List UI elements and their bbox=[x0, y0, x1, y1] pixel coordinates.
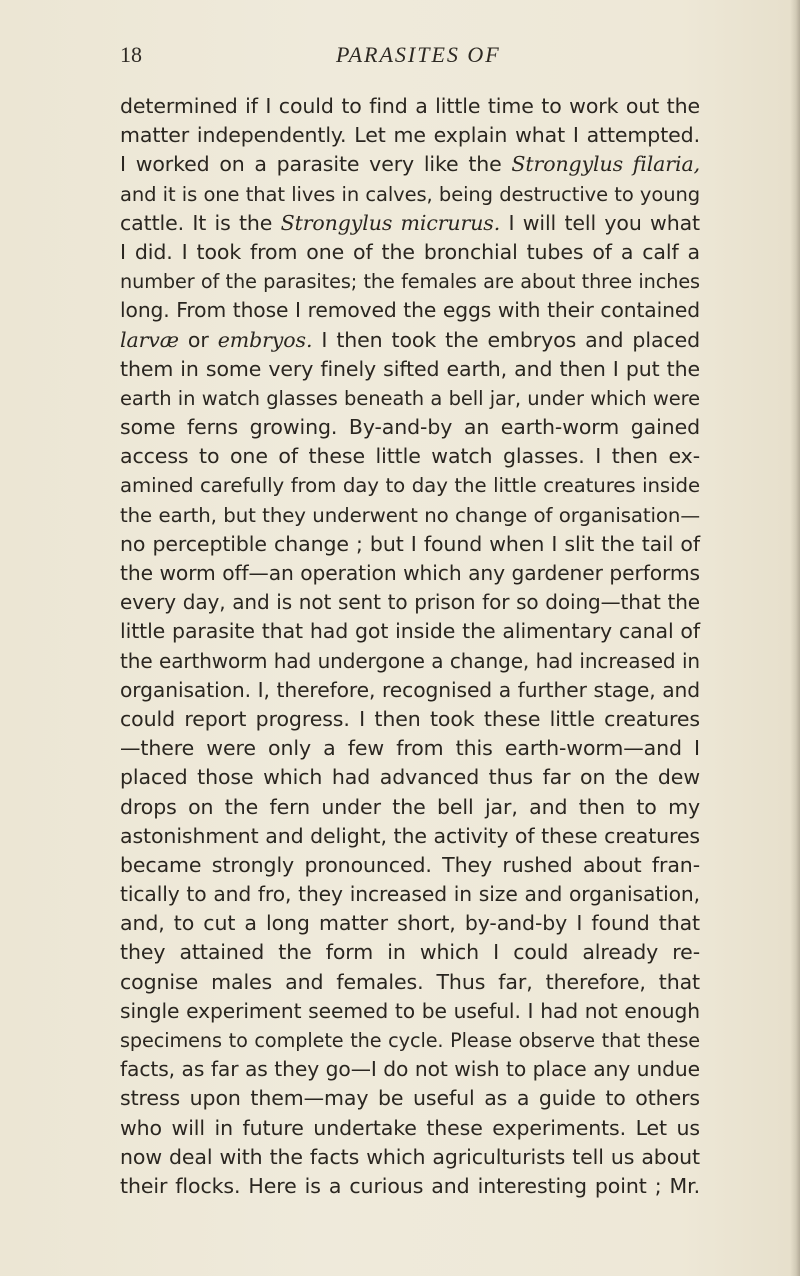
text-line bbox=[120, 413, 700, 442]
text-segment: —there were only a few from this earth-worm—and I bbox=[120, 736, 700, 761]
text-segment: earth in watch glasses beneath a bell jar, under which were bbox=[120, 386, 700, 410]
text-line bbox=[120, 763, 700, 792]
text-segment: number of the parasites; the females are about three inches bbox=[120, 270, 700, 294]
text-segment: I will tell you what bbox=[500, 210, 700, 235]
text-segment: single experiment seemed to be useful. I had not enough bbox=[120, 998, 700, 1023]
running-head: PARASITES OF bbox=[336, 42, 501, 67]
text-line bbox=[120, 909, 700, 938]
text-line bbox=[120, 92, 700, 121]
text-line bbox=[120, 501, 700, 530]
text-line bbox=[120, 1172, 700, 1201]
text-segment: the worm off—an operation which any gardener performs bbox=[120, 561, 700, 585]
text-line bbox=[120, 150, 700, 179]
text-segment: access to one of these little watch glasses. I then ex- bbox=[120, 444, 700, 469]
text-line bbox=[120, 121, 700, 150]
text-segment: and, to cut a long matter short, by-and-by I found that bbox=[120, 911, 700, 936]
text-segment: could report progress. I then took these little creatures bbox=[120, 706, 700, 731]
text-segment: who will in future undertake these experiments. Let us bbox=[120, 1115, 700, 1140]
text-segment: they attained the form in which I could already re- bbox=[120, 940, 700, 965]
text-line bbox=[120, 471, 700, 500]
text-line bbox=[120, 326, 700, 355]
text-line bbox=[120, 734, 700, 763]
text-segment: placed those which had advanced thus far on the dew bbox=[120, 765, 700, 790]
text-segment: their flocks. Here is a curious and interesting point ; Mr. bbox=[120, 1173, 700, 1198]
text-segment: the earth, but they underwent no change of organisation— bbox=[120, 503, 700, 527]
italic-segment: Strongylus filaria, bbox=[511, 152, 700, 177]
page-edge-shadow bbox=[790, 0, 800, 1276]
text-segment: I then took the embryos and placed bbox=[312, 327, 701, 352]
text-line bbox=[120, 267, 700, 296]
page-number: 18 bbox=[120, 42, 142, 67]
italic-segment: larvæ bbox=[120, 327, 179, 352]
text-segment: some ferns growing. By-and-by an earth-worm gained bbox=[120, 415, 700, 440]
text-line bbox=[120, 647, 700, 676]
text-line bbox=[120, 238, 700, 267]
text-segment: or bbox=[178, 327, 218, 352]
text-line bbox=[120, 530, 700, 559]
text-segment: cognise males and females. Thus far, therefore, that bbox=[120, 969, 700, 994]
text-line bbox=[120, 209, 700, 238]
text-line bbox=[120, 676, 700, 705]
italic-segment: embryos. bbox=[217, 327, 313, 352]
text-segment: tically to and fro, they increased in size and organisation, bbox=[120, 882, 700, 907]
text-line bbox=[120, 617, 700, 646]
text-line bbox=[120, 1055, 700, 1084]
text-segment: the earthworm had undergone a change, had increased in bbox=[120, 648, 700, 673]
text-line bbox=[120, 793, 700, 822]
text-segment: I did. I took from one of the bronchial tubes of a calf a bbox=[120, 239, 700, 264]
text-segment: long. From those I removed the eggs with their contained bbox=[120, 298, 700, 323]
text-line bbox=[120, 559, 700, 588]
text-line bbox=[120, 880, 700, 909]
text-line bbox=[120, 1143, 700, 1172]
text-line bbox=[120, 1084, 700, 1113]
text-line bbox=[120, 997, 700, 1026]
text-line bbox=[120, 705, 700, 734]
text-line bbox=[120, 588, 700, 617]
text-segment: I worked on a parasite very like the bbox=[120, 152, 512, 177]
text-segment: determined if I could to find a little time to work out the bbox=[120, 94, 700, 118]
text-segment: astonishment and delight, the activity of these creatures bbox=[120, 823, 700, 848]
text-line bbox=[120, 384, 700, 413]
text-segment: drops on the fern under the bell jar, and then to my bbox=[120, 794, 700, 819]
text-segment: stress upon them—may be useful as a guide to others bbox=[120, 1086, 700, 1111]
text-line bbox=[120, 442, 700, 471]
text-segment: organisation. I, therefore, recognised a further stage, and bbox=[120, 677, 700, 702]
text-segment: little parasite that had got inside the alimentary canal of bbox=[120, 619, 700, 644]
text-line bbox=[120, 355, 700, 384]
text-line bbox=[120, 296, 700, 325]
text-segment: became strongly pronounced. They rushed about fran- bbox=[120, 852, 700, 877]
page-header bbox=[120, 42, 700, 82]
text-segment: no perceptible change ; but I found when I slit the tail of bbox=[120, 531, 700, 556]
text-line bbox=[120, 180, 700, 209]
text-line bbox=[120, 1026, 700, 1055]
text-segment: and it is one that lives in calves, being destructive to young bbox=[120, 182, 700, 206]
text-line bbox=[120, 968, 700, 997]
body-text bbox=[120, 92, 700, 1201]
text-segment: matter independently. Let me explain what I attempted. bbox=[120, 123, 700, 148]
text-line bbox=[120, 851, 700, 880]
text-segment: facts, as far as they go—I do not wish to place any undue bbox=[120, 1057, 700, 1082]
text-line bbox=[120, 1114, 700, 1143]
italic-segment: Strongylus micrurus. bbox=[280, 210, 501, 235]
text-segment: them in some very finely sifted earth, and then I put the bbox=[120, 356, 700, 381]
text-segment: now deal with the facts which agriculturists tell us about bbox=[120, 1144, 700, 1169]
text-segment: specimens to complete the cycle. Please observe that these bbox=[120, 1029, 700, 1052]
text-line bbox=[120, 938, 700, 967]
text-segment: cattle. It is the bbox=[120, 210, 281, 235]
text-segment: every day, and is not sent to prison for so doing—that the bbox=[120, 590, 700, 615]
text-segment: amined carefully from day to day the little creatures inside bbox=[120, 474, 700, 498]
text-line bbox=[120, 822, 700, 851]
